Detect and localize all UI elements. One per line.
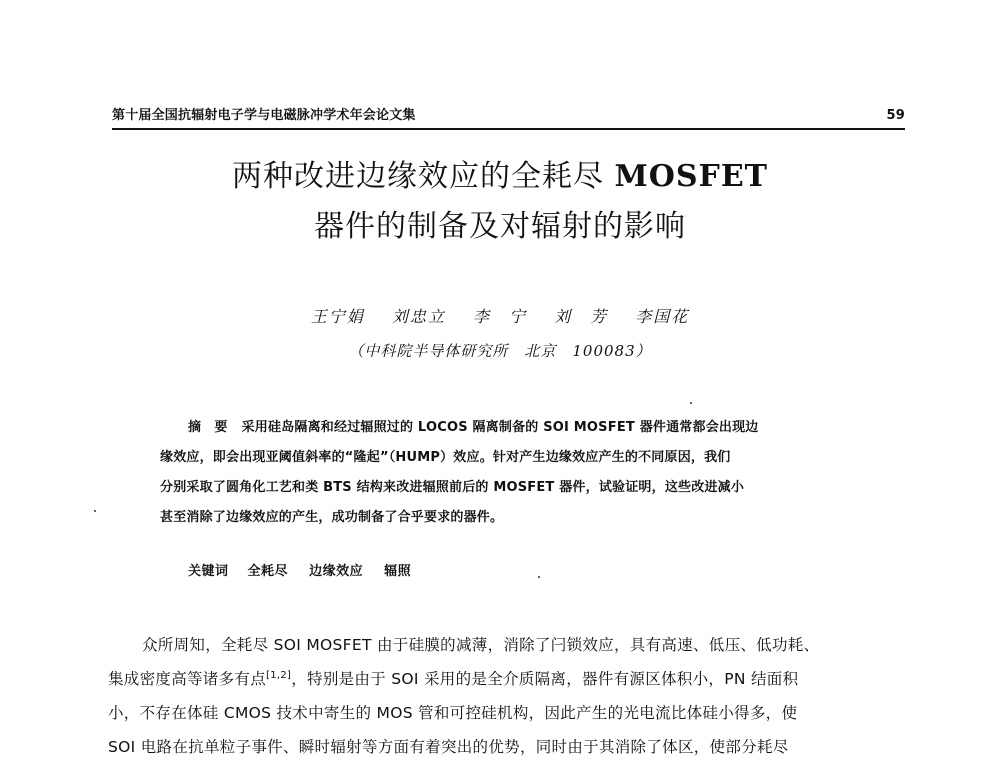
body-line-2 xyxy=(108,662,908,696)
body-line-3: 小，不存在体硅 CMOS 技术中寄生的 MOS 管和可控硅机构，因此产生的光电流比体硅小得多，使 xyxy=(108,704,798,722)
keyword-1: 全耗尽 xyxy=(247,564,289,579)
body-line-2-start: 集成密度高等诸多有点 xyxy=(108,670,267,688)
title-line-1 xyxy=(0,152,1000,202)
abstract xyxy=(160,413,860,533)
keywords xyxy=(188,560,427,579)
scan-speck xyxy=(538,576,540,578)
page-number: 59 xyxy=(886,108,905,123)
keyword-2: 边缘效应 xyxy=(309,564,364,579)
abstract-text-1: 采用硅岛隔离和经过辐照过的 LOCOS 隔离制备的 SOI MOSFET 器件通常都会出现边 xyxy=(241,420,759,435)
affiliation: （中科院半导体研究所 北京 100083） xyxy=(348,342,652,360)
author-2: 刘忠立 xyxy=(391,307,446,326)
abstract-line-2: 缘效应，即会出现亚阈值斜率的“隆起”（HUMP）效应。针对产生边缘效应产生的不同原因，我们 xyxy=(160,450,731,465)
author-3: 李 宁 xyxy=(472,307,527,326)
keyword-3: 辐照 xyxy=(384,564,412,579)
author-5: 李国花 xyxy=(635,307,690,326)
proceedings-title: 第十届全国抗辐射电子学与电磁脉冲学术年会论文集 xyxy=(112,108,416,123)
body-paragraph xyxy=(108,628,908,764)
title-line-1-cn: 两种改进边缘效应的全耗尽 xyxy=(231,159,604,194)
title-line-2: 器件的制备及对辐射的影响 xyxy=(314,209,686,244)
abstract-line-4: 甚至消除了边缘效应的产生，成功制备了合乎要求的器件。 xyxy=(160,510,504,525)
running-header xyxy=(112,104,905,130)
body-line-4: SOI 电路在抗单粒子事件、瞬时辐射等方面有着突出的优势，同时由于其消除了体区，使部分耗尽 xyxy=(108,738,789,756)
scan-speck xyxy=(94,510,96,512)
citation-ref: [1,2] xyxy=(266,669,292,681)
keywords-label: 关键词 xyxy=(188,564,229,579)
abstract-line-1 xyxy=(160,413,860,443)
author-list xyxy=(0,304,1000,327)
paper-title xyxy=(0,152,1000,252)
title-line-1-latin: MOSFET xyxy=(614,159,769,194)
body-line-1: 众所周知，全耗尽 SOI MOSFET 由于硅膜的减薄，消除了闩锁效应，具有高速、低压、低功耗、 xyxy=(142,636,820,654)
author-1: 王宁娟 xyxy=(310,307,365,326)
author-4: 刘 芳 xyxy=(554,307,609,326)
abstract-label: 摘 要 xyxy=(188,420,228,435)
scan-speck xyxy=(690,402,692,404)
abstract-line-3: 分别采取了圆角化工艺和类 BTS 结构来改进辐照前后的 MOSFET 器件，试验证明，这些改进减小 xyxy=(160,480,745,495)
body-line-2-end: ，特别是由于 SOI 采用的是全介质隔离，器件有源区体积小，PN 结面积 xyxy=(291,670,799,688)
